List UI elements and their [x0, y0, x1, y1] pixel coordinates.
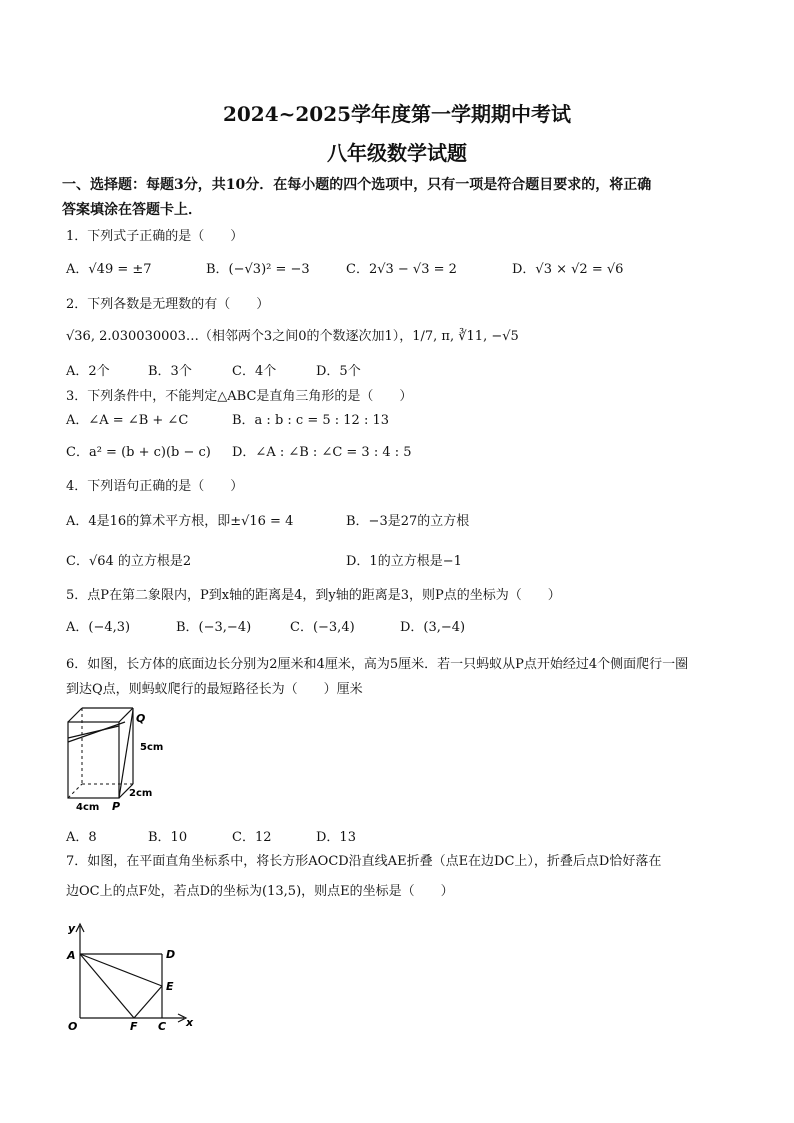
exam-title: 2024~2025学年度第一学期期中考试	[222, 102, 572, 126]
q6-option-c: C．12	[232, 830, 272, 845]
q4-option-d: D．1的立方根是−1	[346, 554, 462, 569]
q2-option-b: B．3个	[148, 364, 192, 379]
coordinate-figure	[60, 918, 200, 1030]
q3-option-b: B．a : b : c = 5 : 12 : 13	[232, 413, 389, 428]
q1-option-c: C．2√3 − √3 = 2	[346, 262, 457, 277]
q2-numbers: √36, 2.030030003…（相邻两个3之间0的个数逐次加1），1/7, π, ∛11, −√5	[66, 329, 519, 344]
q3-option-c: C．a² = (b + c)(b − c)	[66, 445, 211, 460]
q2-stem: 2．下列各数是无理数的有（ ）	[66, 297, 270, 312]
q2-option-d: D．5个	[316, 364, 361, 379]
q1-option-a: A．√49 = ±7	[66, 262, 152, 277]
q1-option-d: D．√3 × √2 = √6	[512, 262, 624, 277]
label-q: Q	[136, 712, 146, 725]
label-p: P	[112, 800, 121, 812]
q6-stem-line1: 6．如图，长方体的底面边长分别为2厘米和4厘米，高为5厘米．若一只蚂蚁从P点开始经过4个侧面爬行一圈	[66, 657, 689, 672]
q4-option-c: C．√64 的立方根是2	[66, 554, 192, 569]
label-4cm: 4cm	[76, 802, 100, 812]
section-heading-line2: 答案填涂在答题卡上．	[62, 202, 202, 218]
q2-option-c: C．4个	[232, 364, 277, 379]
q5-option-a: A．(−4,3)	[66, 620, 131, 635]
q5-option-b: B．(−3,−4)	[176, 620, 252, 635]
label-x-axis: x	[186, 1016, 194, 1029]
section-heading-line1: 一、选择题：每题3分，共10分．在每小题的四个选项中，只有一项是符合题目要求的，将正确	[62, 177, 652, 193]
label-e: E	[166, 980, 174, 993]
label-y-axis: y	[68, 922, 76, 935]
exam-subtitle: 八年级数学试题	[327, 141, 467, 165]
q3-option-a: A．∠A = ∠B + ∠C	[66, 413, 189, 428]
label-c: C	[158, 1020, 167, 1030]
cuboid-figure	[60, 700, 180, 812]
q4-option-a: A．4是16的算术平方根，即±√16 = 4	[66, 514, 294, 529]
label-5cm: 5cm	[140, 742, 164, 753]
q6-stem-line2: 到达Q点，则蚂蚁爬行的最短路径长为（ ）厘米	[66, 682, 363, 697]
q1-option-b: B．(−√3)² = −3	[206, 262, 310, 277]
q5-stem: 5．点P在第二象限内，P到x轴的距离是4，到y轴的距离是3，则P点的坐标为（ ）	[66, 588, 561, 603]
q3-stem: 3．下列条件中，不能判定△ABC是直角三角形的是（ ）	[66, 389, 413, 404]
q4-option-b: B．−3是27的立方根	[346, 514, 470, 529]
q2-option-a: A．2个	[66, 364, 110, 379]
label-f: F	[130, 1020, 138, 1030]
label-a: A	[67, 949, 76, 962]
q6-option-a: A．8	[66, 830, 97, 845]
q7-stem-line2: 边OC上的点F处，若点D的坐标为(13,5)，则点E的坐标是（ ）	[66, 884, 454, 899]
q3-option-d: D．∠A : ∠B : ∠C = 3 : 4 : 5	[232, 445, 412, 460]
q7-stem-line1: 7．如图，在平面直角坐标系中，将长方形AOCD沿直线AE折叠（点E在边DC上），折叠后点D恰好落在	[66, 854, 662, 869]
q4-stem: 4．下列语句正确的是（ ）	[66, 479, 244, 494]
label-2cm: 2cm	[129, 788, 153, 799]
q6-option-d: D．13	[316, 830, 356, 845]
q5-option-c: C．(−3,4)	[290, 620, 355, 635]
q5-option-d: D．(3,−4)	[400, 620, 466, 635]
label-d: D	[166, 948, 176, 961]
label-o: O	[68, 1020, 78, 1030]
q1-stem: 1．下列式子正确的是（ ）	[66, 229, 244, 244]
q6-option-b: B．10	[148, 830, 188, 845]
